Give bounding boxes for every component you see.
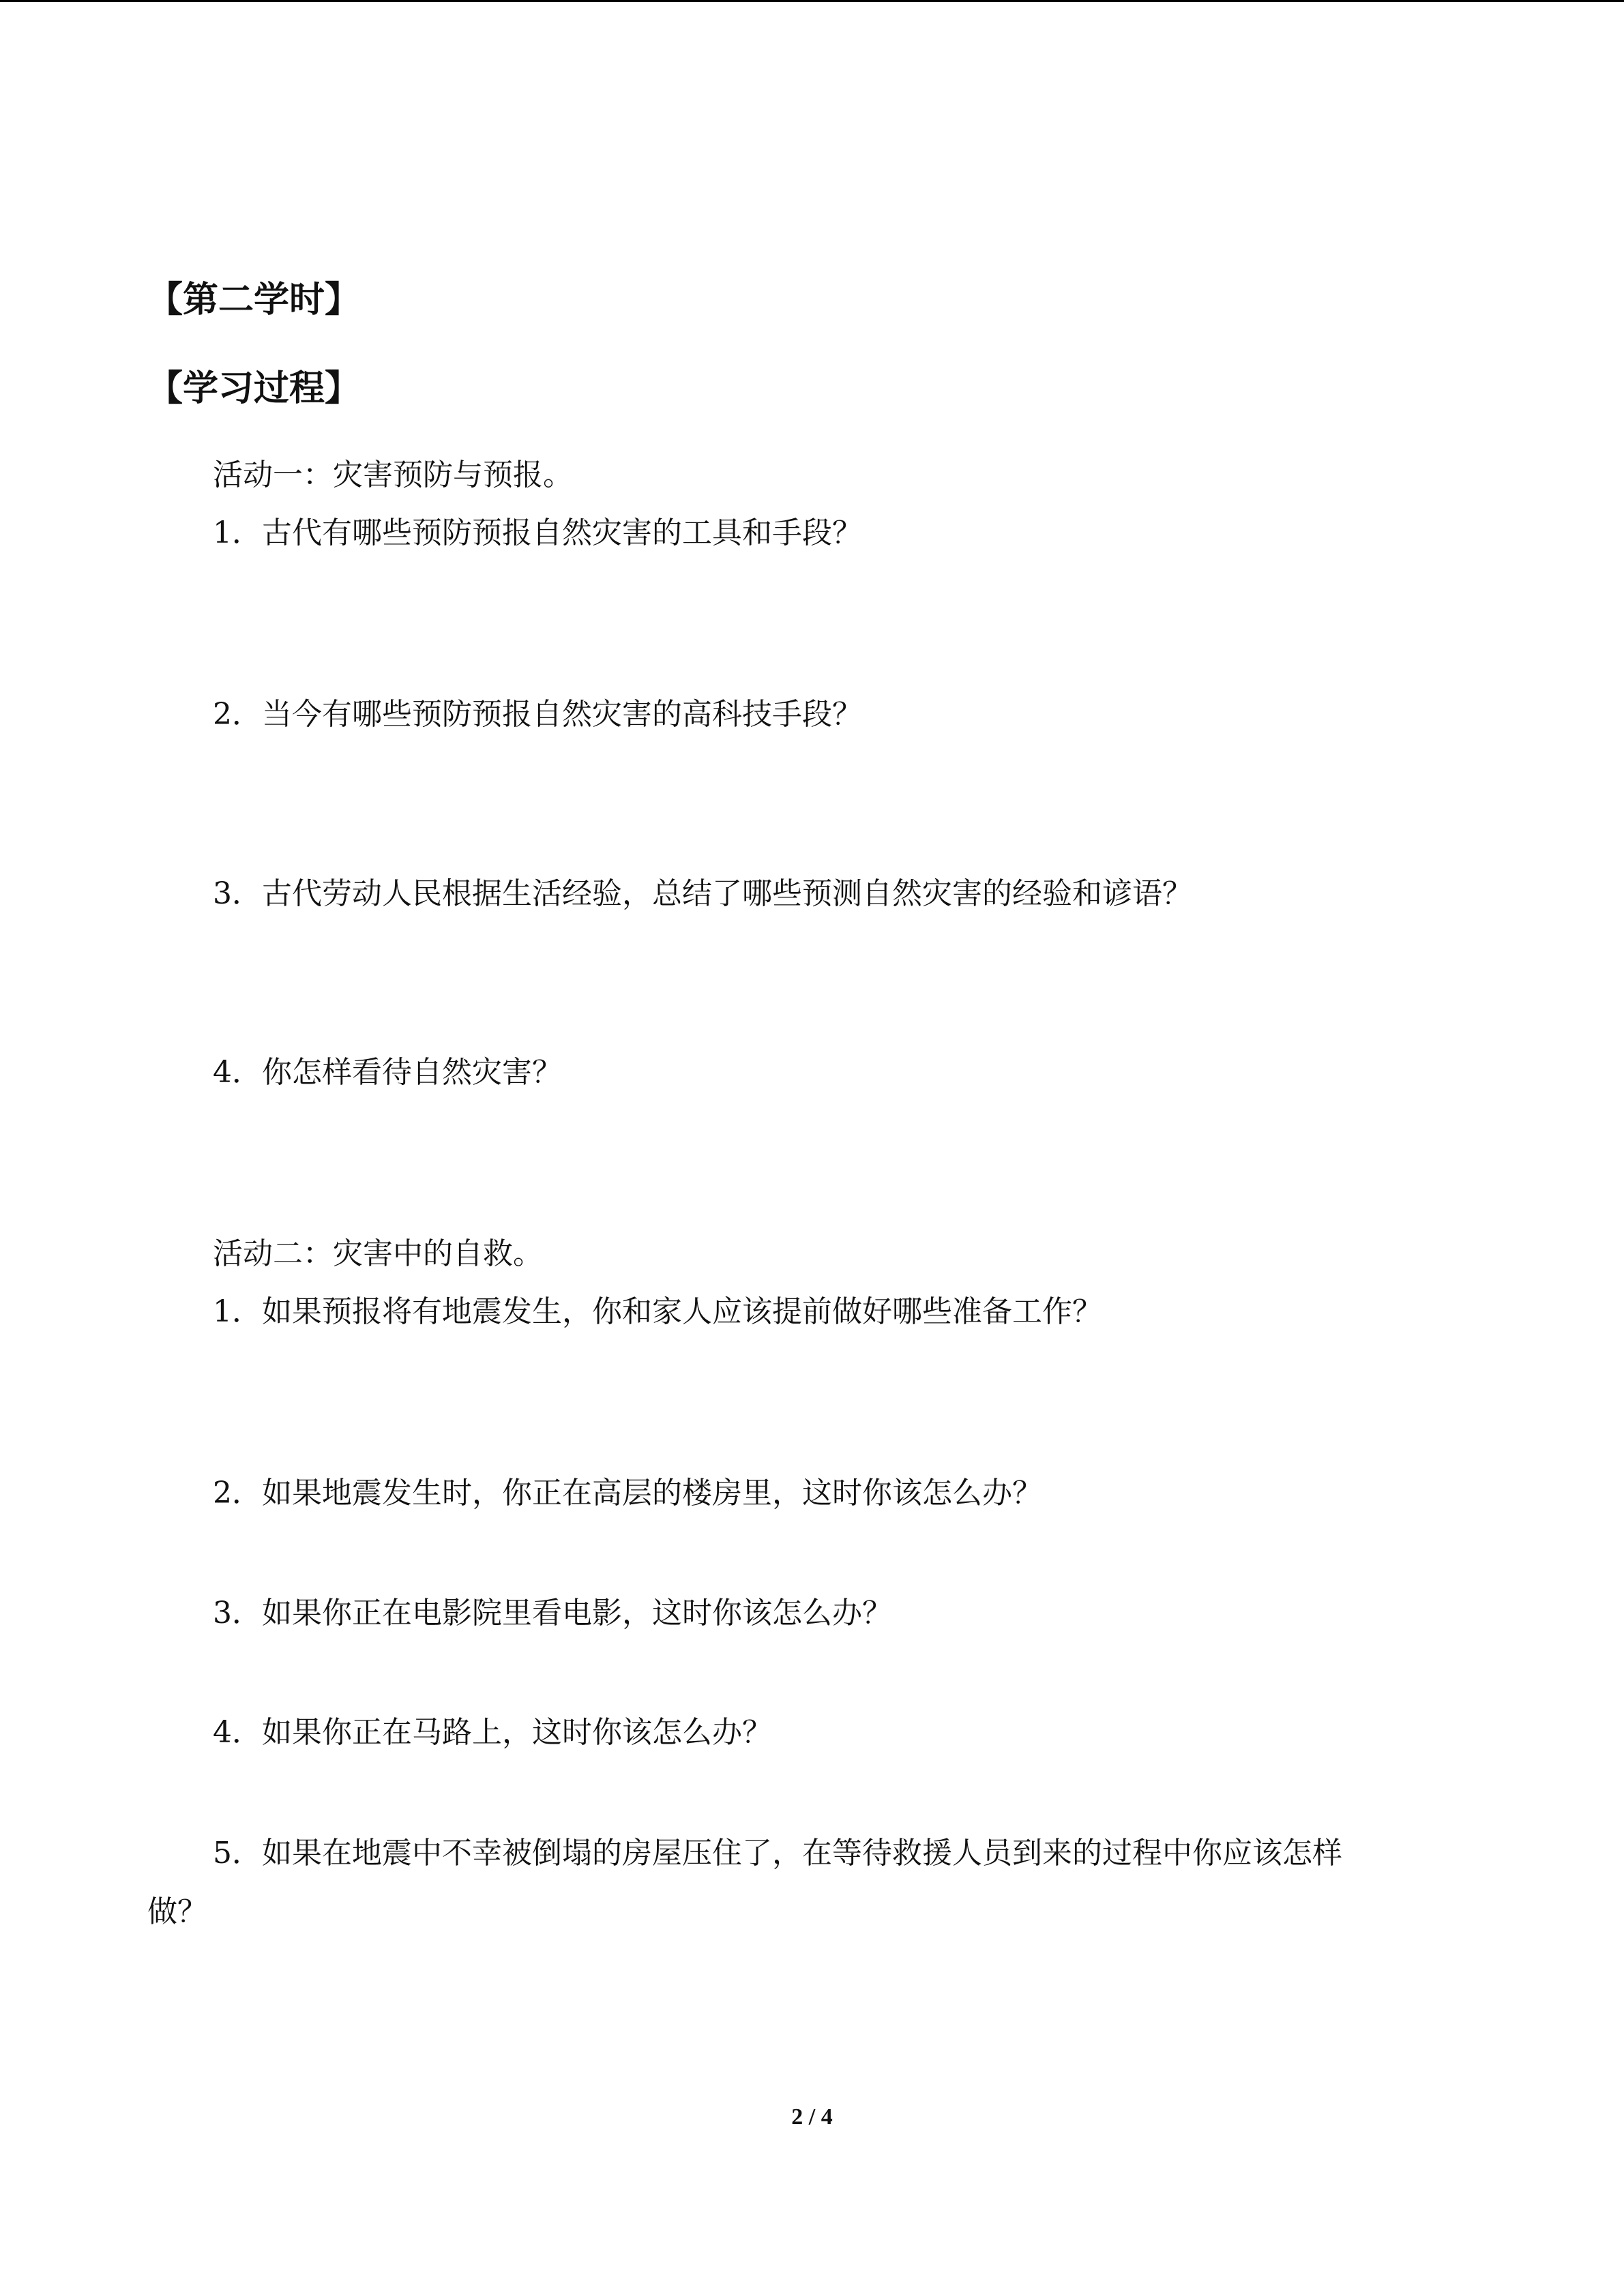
activity-two-title: 活动二：灾害中的自救。 xyxy=(213,1236,543,1271)
page-number: 2 / 4 xyxy=(791,2104,833,2130)
activity-one-question-1: 1．古代有哪些预防预报自然灾害的工具和手段？ xyxy=(213,516,862,550)
period-heading: 【第二学时】 xyxy=(147,280,361,320)
activity-one-question-3: 3．古代劳动人民根据生活经验，总结了哪些预测自然灾害的经验和谚语？ xyxy=(213,876,1192,911)
learning-process-heading: 【学习过程】 xyxy=(147,368,361,409)
activity-two-question-4: 4．如果你正在马路上，这时你该怎么办？ xyxy=(213,1715,772,1750)
top-border-line xyxy=(0,0,1624,2)
activity-two-question-3: 3．如果你正在电影院里看电影，这时你该怎么办？ xyxy=(213,1596,892,1630)
activity-two-question-2: 2．如果地震发生时，你正在高层的楼房里，这时你该怎么办？ xyxy=(213,1476,1042,1510)
activity-two-question-1: 1．如果预报将有地震发生，你和家人应该提前做好哪些准备工作？ xyxy=(213,1294,1102,1329)
activity-one-question-2: 2．当今有哪些预防预报自然灾害的高科技手段？ xyxy=(213,697,862,732)
activity-one-title: 活动一：灾害预防与预报。 xyxy=(213,458,573,492)
activity-two-question-5: 5．如果在地震中不幸被倒塌的房屋压住了，在等待救援人员到来的过程中你应该怎样 xyxy=(213,1836,1342,1870)
activity-two-question-5-continuation: 做？ xyxy=(147,1894,207,1929)
activity-one-question-4: 4．你怎样看待自然灾害？ xyxy=(213,1055,562,1090)
